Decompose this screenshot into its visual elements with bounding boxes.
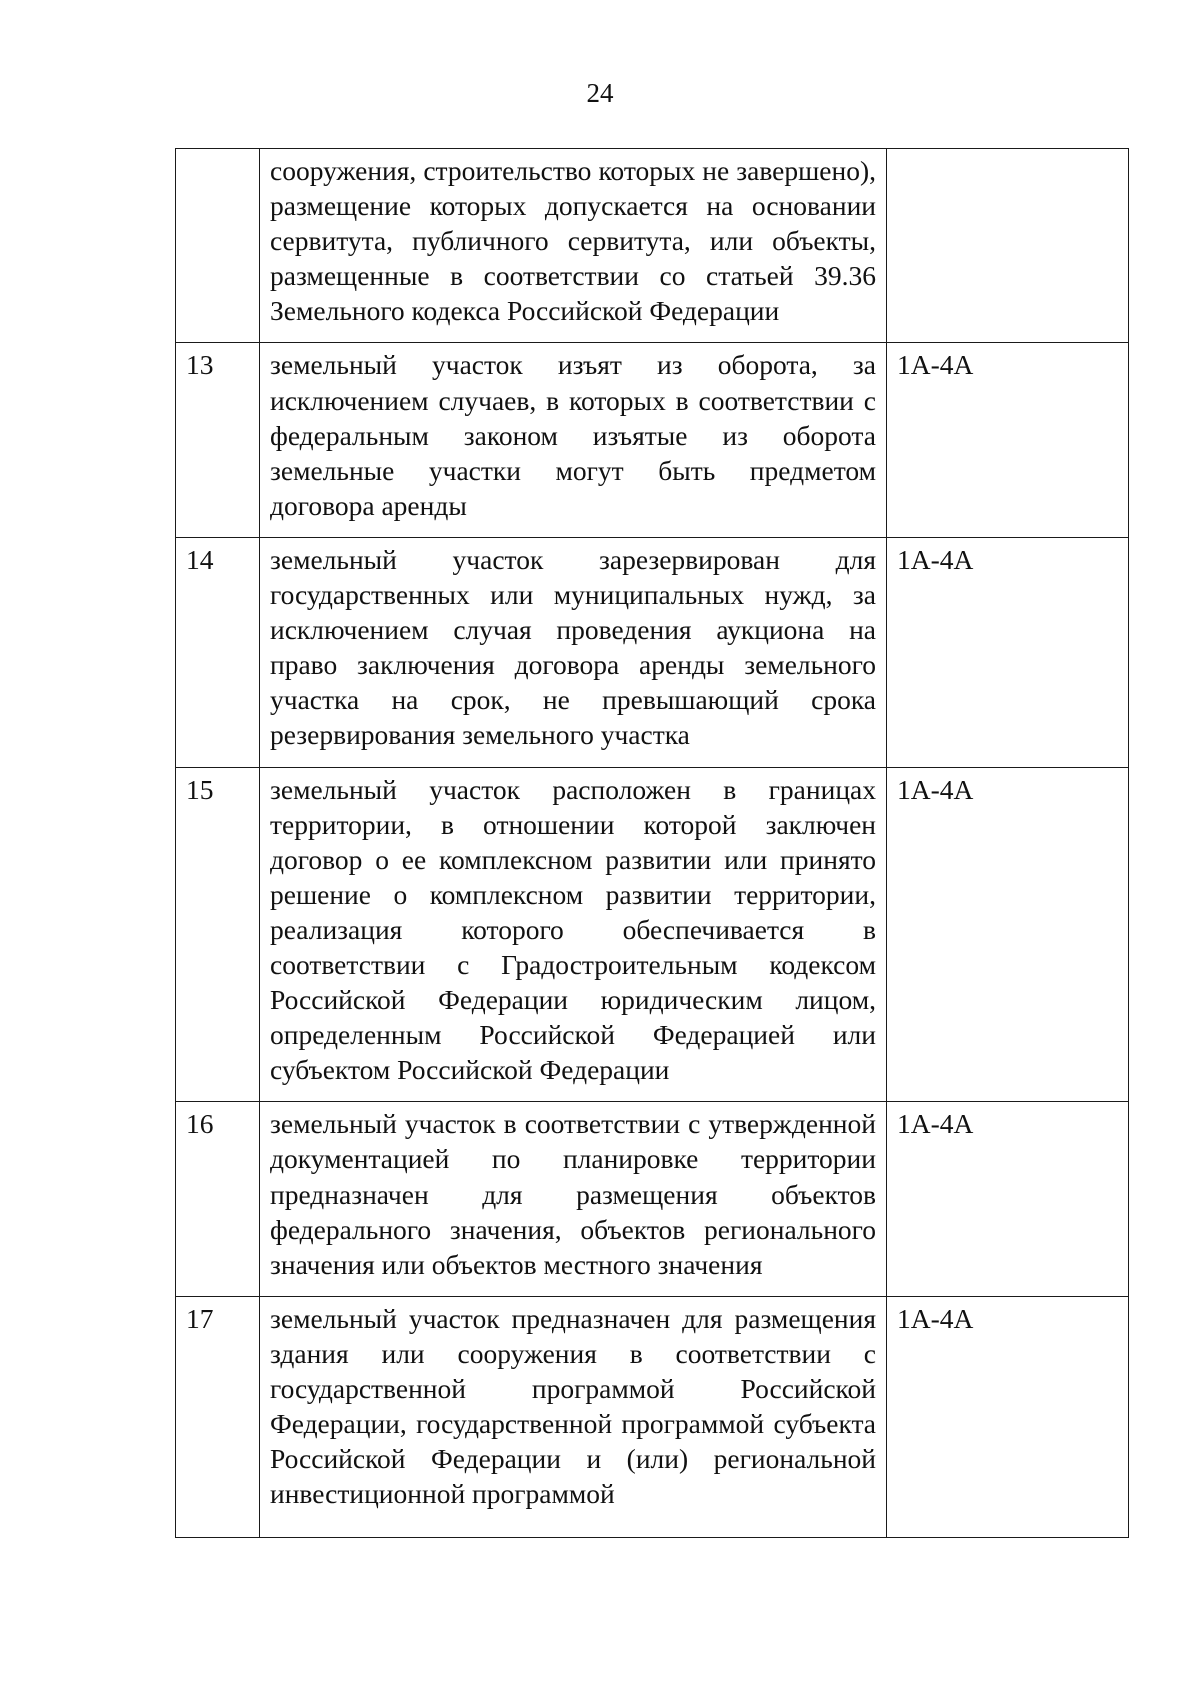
table-row: [176, 767, 1129, 1102]
document-table: [175, 148, 1129, 1538]
row-description-cell: земельный участок изъят из оборота, за исключением случаев, в которых в соответствии с федеральным законом изъятые из оборота земельные участки могут быть предметом договора аренды: [260, 343, 887, 537]
page-number: 24: [586, 78, 614, 108]
row-number-cell: 16: [176, 1102, 260, 1296]
row-code-cell: 1А-4А: [887, 537, 1129, 767]
table-row: [176, 343, 1129, 537]
row-number-cell: 15: [176, 767, 260, 1102]
table-row: [176, 149, 1129, 343]
row-code-cell: 1А-4А: [887, 1102, 1129, 1296]
row-code-cell: 1А-4А: [887, 767, 1129, 1102]
row-code-cell: 1А-4А: [887, 1296, 1129, 1538]
row-description-cell: земельный участок в соответствии с утвержденной документацией по планировке территории предназначен для размещения объектов федерального значения, объектов регионального значения или объектов местного значения: [260, 1102, 887, 1296]
row-number-cell: 17: [176, 1296, 260, 1538]
row-code-cell: [887, 149, 1129, 343]
row-number-cell: 14: [176, 537, 260, 767]
row-code-cell: 1А-4А: [887, 343, 1129, 537]
table-row: [176, 537, 1129, 767]
row-description-cell: сооружения, строительство которых не завершено), размещение которых допускается на основании сервитута, публичного сервитута, или объекты, размещенные в соответствии со статьей 39.36 Земельного кодекса Российской Федерации: [260, 149, 887, 343]
row-description-cell: земельный участок предназначен для размещения здания или сооружения в соответствии с государственной программой Российской Федерации, государственной программой субъекта Российской Федерации и (или) региональной инвестиционной программой: [260, 1296, 887, 1538]
row-number-cell: 13: [176, 343, 260, 537]
row-description-cell: земельный участок расположен в границах территории, в отношении которой заключен договор о ее комплексном развитии или принято решение о комплексном развитии территории, реализация которого обеспечивается в соответствии с Градостроительным кодексом Российской Федерации юридическим лицом, определенным Российской Федерацией или субъектом Российской Федерации: [260, 767, 887, 1102]
table-row: [176, 1296, 1129, 1538]
table-row: [176, 1102, 1129, 1296]
row-description-cell: земельный участок зарезервирован для государственных или муниципальных нужд, за исключением случая проведения аукциона на право заключения договора аренды земельного участка на срок, не превышающий срока резервирования земельного участка: [260, 537, 887, 767]
row-number-cell: [176, 149, 260, 343]
